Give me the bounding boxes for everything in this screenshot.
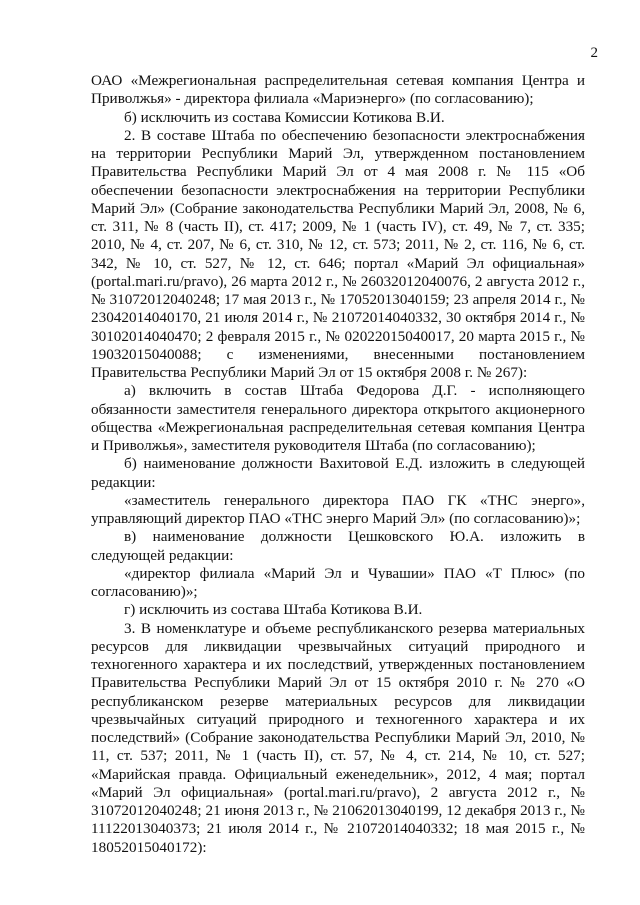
paragraph-7: в) наименование должности Цешковского Ю.А. изложить в следующей редакции:: [91, 528, 585, 564]
page-number: 2: [590, 45, 598, 61]
paragraph-10: 3. В номенклатуре и объеме республиканского резерва материальных ресурсов для ликвидации чрезвычайных ситуаций природного и техногенного характера и их последствий, утвержденных постановлением Правительства Республики Марий Эл от 15 октября 2010 г. № 270 «О республиканском резерве материальных ресурсов для ликвидации чрезвычайных ситуаций природного и техногенного характера и их последствий» (Собрание законодательства Республики Марий Эл, 2010, № 11, ст. 537; 2011, № 1 (часть II), ст. 57, № 4, ст. 214, № 10, ст. 527; «Марийская правда. Официальный еженедельник», 2012, 4 мая; портал «Марий Эл официальная» (portal.mari.ru/pravo), 2 августа 2012 г., № 31072012040248; 21 июня 2013 г., № 21062013040199, 12 декабря 2013 г., № 11122013040373; 21 июля 2014 г., № 21072014040332; 18 мая 2015 г., № 18052015040172):: [91, 619, 585, 856]
paragraph-8: «директор филиала «Марий Эл и Чувашии» ПАО «Т Плюс» (по согласованию)»;: [91, 564, 585, 600]
paragraph-5: б) наименование должности Вахитовой Е.Д. изложить в следующей редакции:: [91, 455, 585, 491]
paragraph-1: ОАО «Межрегиональная распределительная сетевая компания Центра и Приволжья» - директора филиала «Мариэнерго» (по согласованию);: [91, 72, 585, 108]
paragraph-9: г) исключить из состава Штаба Котикова В.И.: [124, 601, 423, 619]
paragraph-4: а) включить в состав Штаба Федорова Д.Г. - исполняющего обязанности заместителя генерального директора открытого акционерного общества «Межрегиональная распределительная сетевая компания Центра и Приволжья», заместителя руководителя Штаба (по согласованию);: [91, 382, 585, 454]
paragraph-3: 2. В составе Штаба по обеспечению безопасности электроснабжения на территории Республики Марий Эл, утвержденном постановлением Правительства Республики Марий Эл от 4 мая 2008 г. № 115 «Об обеспечении безопасности электроснабжения на территории Республики Марий Эл» (Собрание законодательства Республики Марий Эл, 2008, № 6, ст. 311, № 8 (часть II), ст. 417; 2009, № 1 (часть IV), ст. 49, № 7, ст. 335; 2010, № 4, ст. 207, № 6, ст. 310, № 12, ст. 573; 2011, № 2, ст. 116, № 6, ст. 342, № 10, ст. 527, № 12, ст. 646; портал «Марий Эл официальная» (portal.mari.ru/pravo), 26 марта 2012 г., № 26032012040076, 2 августа 2012 г., № 31072012040248; 17 мая 2013 г., № 17052013040159; 23 апреля 2014 г., № 23042014040170, 21 июля 2014 г., № 21072014040332, 30 октября 2014 г., № 30102014040470; 2 февраля 2015 г., № 02022015040017, 20 марта 2015 г., № 19032015040088; с изменениями, внесенными постановлением Правительства Республики Марий Эл от 15 октября 2008 г. № 267):: [91, 126, 585, 381]
document-body: [91, 72, 585, 857]
paragraph-2: б) исключить из состава Комиссии Котикова В.И.: [124, 108, 445, 126]
paragraph-6: «заместитель генерального директора ПАО ГК «ТНС энерго», управляющий директор ПАО «ТНС энерго Марий Эл» (по согласованию)»;: [91, 491, 585, 527]
